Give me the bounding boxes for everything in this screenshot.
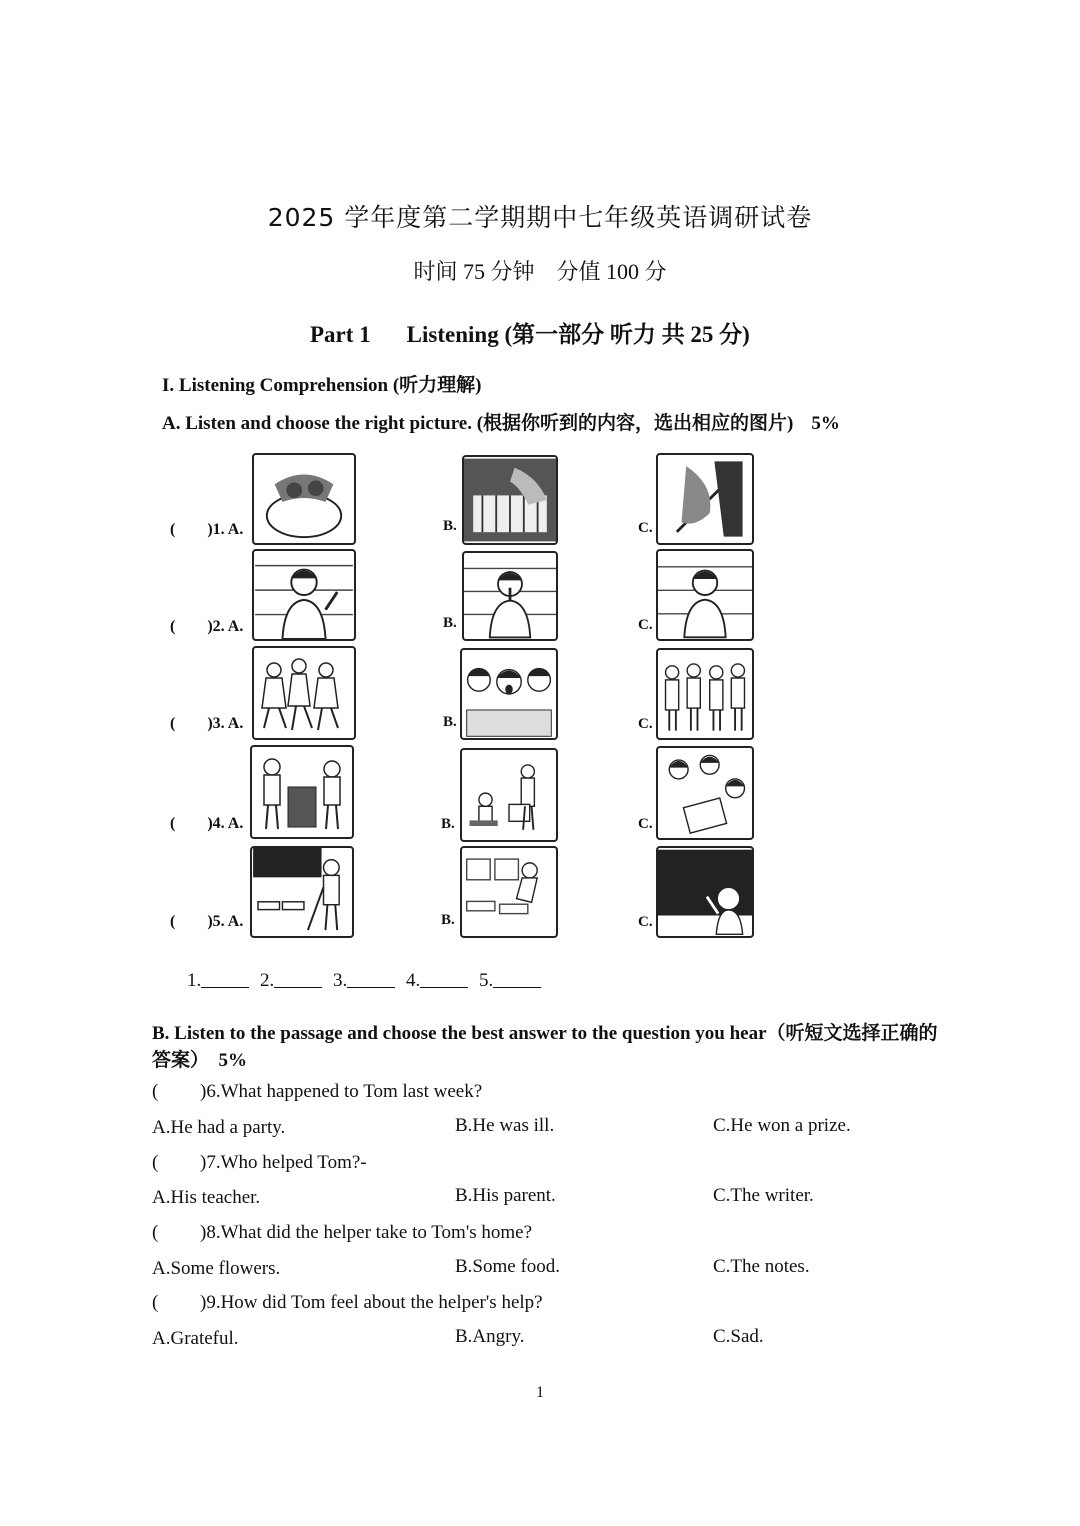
section-a-heading — [162, 408, 840, 435]
option-c-4: C. — [638, 816, 653, 832]
option-c-5: C. — [638, 914, 653, 930]
part-name: Listening (第一部分 听力 共 25 分) — [406, 322, 750, 347]
answer-bracket[interactable]: ( — [152, 1222, 159, 1243]
section-a-score: 5% — [811, 413, 840, 434]
answer-bracket[interactable]: ( — [152, 1152, 159, 1173]
option-b-1: B. — [443, 518, 457, 534]
picture-4b — [460, 748, 558, 842]
section-b-score: 5% — [218, 1050, 248, 1071]
answer-num-1: 1. — [187, 970, 202, 991]
answer-blank-5[interactable] — [493, 987, 541, 988]
picture-4a — [250, 745, 354, 839]
q7-option-a: A.His teacher. — [152, 1187, 261, 1208]
answer-blank-4[interactable] — [420, 987, 468, 988]
q6-option-a: A.He had a party. — [152, 1117, 286, 1138]
row-label-3: ( )3. A. — [170, 715, 244, 732]
picture-3b — [460, 648, 558, 740]
section-b-text: B. Listen to the passage and choose the best answer to the question you hear（听短文选择正确的答案） — [152, 1023, 938, 1071]
question-9 — [152, 1292, 543, 1314]
option-b-2: B. — [443, 615, 457, 631]
q9-option-b: B.Angry. — [455, 1326, 525, 1347]
q7-option-b: B.His parent. — [455, 1185, 556, 1206]
option-b-5: B. — [441, 912, 455, 928]
picture-3a — [252, 646, 356, 740]
section-a-text: A. Listen and choose the right picture. (根据你听到的内容，选出相应的图片) — [162, 413, 794, 434]
answer-num-3: 3. — [333, 970, 348, 991]
question-stem: )7.Who helped Tom?- — [200, 1152, 367, 1173]
picture-5b — [460, 846, 558, 938]
option-c-1: C. — [638, 520, 653, 536]
answer-blank-2[interactable] — [274, 987, 322, 988]
answer-num-4: 4. — [406, 970, 421, 991]
picture-5a — [250, 846, 354, 938]
answer-bracket[interactable]: ( — [152, 1292, 159, 1313]
question-stem: )9.How did Tom feel about the helper's help? — [200, 1292, 543, 1313]
picture-1b — [462, 455, 558, 545]
option-c-2: C. — [638, 617, 653, 633]
question-6 — [152, 1081, 482, 1103]
question-stem: )6.What happened to Tom last week? — [200, 1081, 483, 1102]
answer-num-5: 5. — [479, 970, 494, 991]
page-number: 1 — [536, 1384, 544, 1401]
part-heading — [310, 316, 750, 349]
row-label-1: ( )1. A. — [170, 521, 244, 538]
section-b-heading — [152, 1020, 942, 1074]
q9-option-c: C.Sad. — [713, 1326, 764, 1347]
picture-3c — [656, 648, 754, 740]
picture-4c — [656, 746, 754, 840]
picture-2c — [656, 549, 754, 641]
option-c-3: C. — [638, 716, 653, 732]
answer-blank-1[interactable] — [201, 987, 249, 988]
picture-2b — [462, 551, 558, 641]
exam-subtitle: 时间 75 分钟 分值 100 分 — [413, 259, 667, 284]
answer-num-2: 2. — [260, 970, 275, 991]
row-label-4: ( )4. A. — [170, 815, 244, 832]
question-stem: )8.What did the helper take to Tom's home? — [200, 1222, 533, 1243]
picture-2a — [252, 549, 356, 641]
answer-line — [187, 970, 547, 992]
answer-bracket[interactable]: ( — [152, 1081, 159, 1102]
picture-5c — [656, 846, 754, 938]
question-8 — [152, 1222, 532, 1244]
q8-option-b: B.Some food. — [455, 1256, 561, 1277]
option-b-4: B. — [441, 816, 455, 832]
picture-1c — [656, 453, 754, 545]
question-7 — [152, 1152, 367, 1174]
option-b-3: B. — [443, 714, 457, 730]
q9-option-a: A.Grateful. — [152, 1328, 239, 1349]
row-label-5: ( )5. A. — [170, 913, 244, 930]
exam-title: 2025 学年度第二学期期中七年级英语调研试卷 — [267, 203, 813, 232]
q6-option-c: C.He won a prize. — [713, 1115, 851, 1136]
q7-option-c: C.The writer. — [713, 1185, 814, 1206]
q8-option-a: A.Some flowers. — [152, 1258, 281, 1279]
q6-option-b: B.He was ill. — [455, 1115, 555, 1136]
q8-option-c: C.The notes. — [713, 1256, 810, 1277]
answer-blank-3[interactable] — [347, 987, 395, 988]
picture-1a — [252, 453, 356, 545]
part-label: Part 1 — [310, 322, 371, 347]
section-1-heading: I. Listening Comprehension (听力理解) — [162, 375, 482, 396]
row-label-2: ( )2. A. — [170, 618, 244, 635]
